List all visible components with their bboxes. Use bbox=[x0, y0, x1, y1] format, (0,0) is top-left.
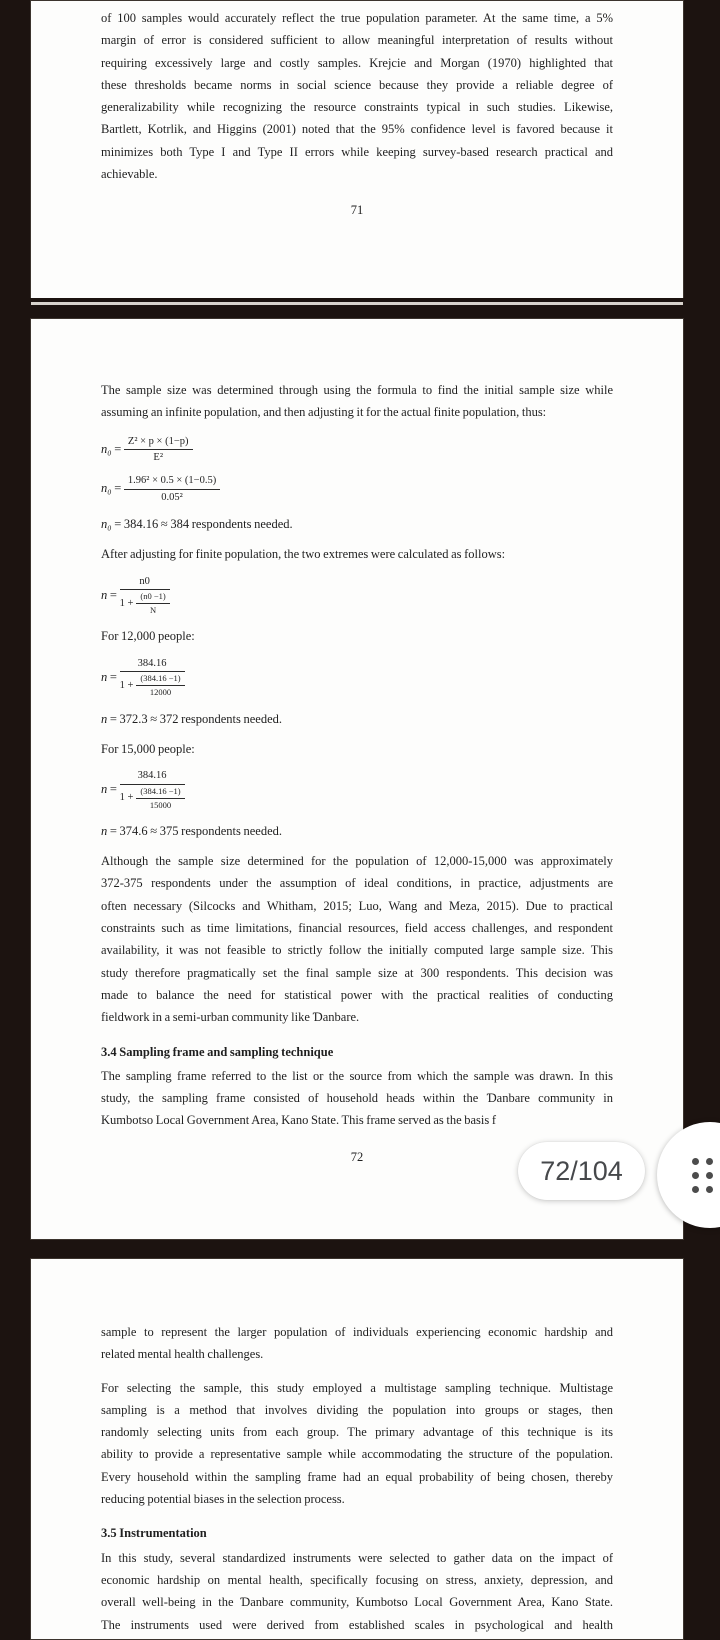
formula-result: n₀ = 384.16 ≈ 384 respondents needed. bbox=[101, 517, 293, 532]
text-line: achievable. bbox=[101, 167, 158, 182]
fraction-numerator: 384.16 bbox=[120, 769, 185, 785]
formula: n₀ = $\frac{\text{Z² × p × (1−p)}}{\text{E²}}$ bbox=[101, 435, 613, 465]
fraction-denominator-expression: 1 + $\frac{(384.16 -1)}{15000}$ bbox=[120, 786, 185, 811]
grid-dot bbox=[692, 1172, 699, 1179]
fraction bbox=[120, 769, 185, 811]
paragraph bbox=[101, 379, 613, 424]
fraction bbox=[120, 575, 170, 617]
text-line: Bartlett, Kotrlik, and Higgins (2001) noted that the 95% confidence level is favored because it bbox=[101, 122, 613, 137]
fraction-denominator: E² bbox=[153, 452, 163, 464]
section-heading: 3.5 Instrumentation bbox=[101, 1526, 207, 1541]
text-line: of 100 samples would accurately reflect the true population parameter. At the same time, a 5% bbox=[101, 11, 613, 25]
page-gap bbox=[0, 1240, 720, 1258]
text-line: made to balance the need for statistical power with the practical realities of conducting bbox=[101, 987, 613, 1002]
pdf-page-73[interactable] bbox=[30, 1258, 684, 1640]
fraction-numerator: 1.96² × 0.5 × (1−0.5) bbox=[124, 474, 220, 490]
math-variable: n bbox=[101, 711, 108, 726]
text-line: minimizes both Type I and Type II errors while keeping survey-based research practical and bbox=[101, 144, 613, 159]
fraction bbox=[124, 474, 220, 504]
fraction-numerator: (n0 −1) bbox=[136, 591, 169, 604]
text-line: study, the sampling frame consisted of household heads within the Ɗanbare community in bbox=[101, 1091, 613, 1106]
formula-result: n = 372.3 ≈ 372 respondents needed. bbox=[101, 711, 283, 726]
page-edge-highlight bbox=[31, 302, 683, 305]
text-line: generalizability while recognizing the resource constraints typical in such studies. Likewise, bbox=[101, 100, 613, 115]
text-line: related mental health challenges. bbox=[101, 1347, 264, 1362]
text-line: The sampling frame referred to the list or the source from which the sample was drawn. In this bbox=[101, 1068, 613, 1083]
fraction-denominator: 15000 bbox=[149, 799, 172, 810]
fraction-numerator: n0 bbox=[120, 575, 170, 591]
paragraph bbox=[101, 850, 613, 1028]
grid-dot bbox=[706, 1172, 713, 1179]
fraction-numerator: Z² × p × (1−p) bbox=[124, 435, 193, 451]
text-line: After adjusting for finite population, the two extremes were calculated as follows: bbox=[101, 547, 506, 562]
math-variable: n₀ bbox=[101, 517, 112, 532]
text-line: reducing potential biases in the selection process. bbox=[101, 1492, 345, 1507]
page-indicator-pill[interactable] bbox=[518, 1142, 645, 1200]
page-content bbox=[31, 319, 683, 1168]
fraction bbox=[136, 786, 184, 811]
formula: n = 384.16 1 + $\frac{(384.16 -1)}{15000}$ bbox=[101, 769, 613, 811]
grid-dot bbox=[692, 1186, 699, 1193]
text-line: 372-375 respondents under the assumption of ideal conditions, in practice, adjustments are bbox=[101, 876, 613, 891]
math-variable: n₀ bbox=[101, 480, 112, 495]
text-line: Every household within the sampling frame had an equal probability of being chosen, thereby bbox=[101, 1469, 613, 1484]
formula: n = n0 1 + $\frac{(n0 -1)}{N}$ bbox=[101, 575, 613, 617]
formula-result: n = 374.6 ≈ 375 respondents needed. bbox=[101, 823, 283, 838]
page-content bbox=[31, 1259, 683, 1636]
text-line: fieldwork in a semi-urban community like Ɗanbare. bbox=[101, 1010, 360, 1025]
text-line: Kumbotso Local Government Area, Kano State. This frame served as the basis f bbox=[101, 1113, 497, 1128]
text-line: these thresholds became norms in social science because they provide a reliable degree of bbox=[101, 77, 613, 92]
text-line: study therefore pragmatically set the final sample size at 300 respondents. This decision was bbox=[101, 965, 613, 980]
grid-icon bbox=[692, 1158, 720, 1193]
paragraph bbox=[101, 1321, 613, 1366]
page-number: 71 bbox=[350, 203, 364, 218]
fraction-denominator-expression: 1 + $\frac{(n0 -1)}{N}$ bbox=[120, 591, 170, 616]
grid-dot bbox=[706, 1186, 713, 1193]
fraction-denominator: 12000 bbox=[149, 687, 172, 698]
text-line: margin of error is considered sufficient to allow meaningful interpretation of results without bbox=[101, 33, 613, 48]
text-line: Although the sample size determined for the population of 12,000-15,000 was approximately bbox=[101, 854, 613, 869]
grid-dot bbox=[692, 1158, 699, 1165]
page-gap bbox=[0, 298, 720, 318]
math-variable: n bbox=[101, 587, 108, 602]
text-line: For 12,000 people: bbox=[101, 629, 195, 644]
fraction-denominator-expression: 1 + $\frac{(384.16 -1)}{12000}$ bbox=[120, 673, 185, 698]
pdf-page-72[interactable] bbox=[30, 318, 684, 1240]
math-variable: n₀ bbox=[101, 441, 112, 456]
page-content bbox=[31, 1, 683, 222]
text-line: randomly selecting units from each group. The primary advantage of this technique is its bbox=[101, 1425, 613, 1440]
text-line: For selecting the sample, this study employed a multistage sampling technique. Multistage bbox=[101, 1380, 613, 1395]
text-line: For 15,000 people: bbox=[101, 741, 195, 756]
fraction-numerator: (384.16 −1) bbox=[136, 673, 184, 686]
fraction bbox=[136, 591, 169, 616]
text-line: availability, it was not feasible to strictly follow the initially computed large sample size. This bbox=[101, 943, 613, 958]
grid-dot bbox=[706, 1158, 713, 1165]
paragraph bbox=[101, 1547, 613, 1636]
fraction bbox=[124, 435, 193, 465]
text-line: sampling is a method that involves dividing the population into groups or stages, then bbox=[101, 1402, 613, 1417]
fraction-denominator bbox=[120, 590, 170, 616]
text-line: The sample size was determined through using the formula to find the initial sample size while bbox=[101, 383, 613, 397]
page-number: 72 bbox=[350, 1149, 364, 1164]
math-variable: n bbox=[101, 781, 108, 796]
formula: n₀ = $\frac{\text{1.96² × 0.5 × (1−0.5)}}{\text{0.05²}}$ bbox=[101, 474, 613, 504]
fraction-denominator: N bbox=[149, 605, 157, 616]
fraction-denominator bbox=[120, 672, 185, 698]
paragraph bbox=[101, 1377, 613, 1511]
fraction-denominator bbox=[120, 785, 185, 811]
fraction bbox=[120, 657, 185, 699]
paragraph bbox=[101, 1065, 613, 1132]
paragraph bbox=[101, 7, 613, 185]
text-line: In this study, several standardized instruments were selected to gather data on the impact of bbox=[101, 1550, 613, 1565]
pdf-page-71[interactable] bbox=[30, 0, 684, 299]
fraction-denominator: 0.05² bbox=[161, 491, 183, 503]
text-line: sample to represent the larger population of individuals experiencing economic hardship and bbox=[101, 1325, 613, 1339]
fraction-numerator: 384.16 bbox=[120, 657, 185, 673]
text-line: economic hardship on mental health, specifically focusing on stress, anxiety, depression, and bbox=[101, 1572, 613, 1587]
text-line: requiring excessively large and costly samples. Krejcie and Morgan (1970) highlighted that bbox=[101, 55, 613, 70]
text-line: constraints such as time limitations, financial resources, field access challenges, and respondent bbox=[101, 921, 613, 936]
text-line: often necessary (Silcocks and Whitham, 2015; Luo, Wang and Meza, 2015). Due to practical bbox=[101, 898, 613, 913]
fraction bbox=[136, 673, 184, 698]
math-variable: n bbox=[101, 823, 108, 838]
formula: n = 384.16 1 + $\frac{(384.16 -1)}{12000}$ bbox=[101, 657, 613, 699]
text-line: The instruments used were derived from established scales in psychological and health bbox=[101, 1617, 613, 1632]
text-line: overall well-being in the Ɗanbare community, Kumbotso Local Government Area, Kano State. bbox=[101, 1595, 613, 1610]
text-line: assuming an infinite population, and then adjusting it for the actual finite population, thus: bbox=[101, 405, 547, 420]
page-indicator-text: 72/104 bbox=[540, 1155, 623, 1186]
section-heading: 3.4 Sampling frame and sampling technique bbox=[101, 1044, 334, 1059]
fraction-numerator: (384.16 −1) bbox=[136, 786, 184, 799]
math-variable: n bbox=[101, 669, 108, 684]
text-line: ability to provide a representative sample while accommodating the structure of the population. bbox=[101, 1447, 613, 1462]
